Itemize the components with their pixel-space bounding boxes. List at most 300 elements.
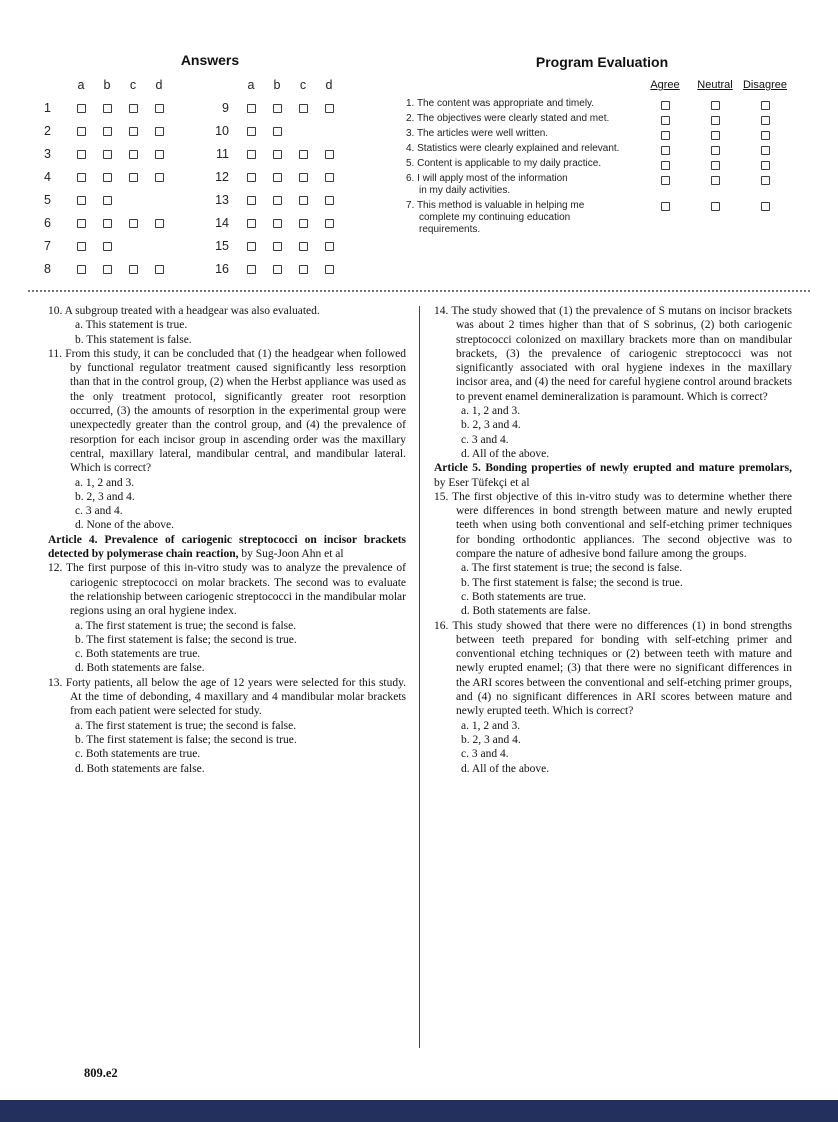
answer-cell bbox=[68, 170, 94, 184]
answer-checkbox[interactable] bbox=[325, 196, 334, 205]
answer-row bbox=[44, 96, 172, 119]
answer-cell bbox=[94, 216, 120, 230]
answer-option: d. None of the above. bbox=[75, 519, 174, 532]
evaluation-item bbox=[406, 128, 798, 141]
evaluation-cell bbox=[690, 98, 740, 111]
evaluation-checkbox[interactable] bbox=[661, 101, 670, 110]
answer-letter-label: c bbox=[299, 78, 307, 92]
disagree-column-header: Disagree bbox=[742, 79, 788, 91]
answer-cell bbox=[316, 239, 342, 253]
question-number: 16. bbox=[434, 619, 449, 632]
answer-cell bbox=[316, 193, 342, 207]
answer-checkbox[interactable] bbox=[247, 219, 256, 228]
option-letter: b. bbox=[75, 333, 84, 346]
answer-cell bbox=[120, 147, 146, 161]
answer-checkbox[interactable] bbox=[247, 127, 256, 136]
option-letter: b. bbox=[75, 633, 84, 646]
answer-cell bbox=[238, 147, 264, 161]
question-block bbox=[434, 619, 792, 776]
answer-cell bbox=[68, 216, 94, 230]
question-number: 13. bbox=[48, 676, 63, 689]
answer-cell bbox=[238, 262, 264, 276]
option-letter: a. bbox=[461, 719, 469, 732]
header-spacer bbox=[406, 79, 640, 91]
right-column bbox=[434, 304, 792, 1048]
answer-checkbox[interactable] bbox=[155, 150, 164, 159]
evaluation-item bbox=[406, 200, 798, 237]
answer-question-number: 9 bbox=[222, 100, 229, 115]
program-evaluation-section bbox=[406, 52, 798, 280]
answer-question-number: 8 bbox=[44, 261, 51, 276]
answer-cell bbox=[264, 147, 290, 161]
answer-cell bbox=[290, 101, 316, 115]
answer-cell bbox=[238, 216, 264, 230]
answer-option: b. 2, 3 and 4. bbox=[461, 733, 521, 746]
answer-checkbox[interactable] bbox=[103, 196, 112, 205]
answer-letter-label: d bbox=[155, 78, 163, 92]
question-text: 11. From this study, it can be concluded that (1) the headgear when followed by functional regulator treatment caused significantly less resorption than that in the control group, (2) when the Herbst appliance was used as the only treatment protocol, significantly greater root resorption occurred, (3) the amounts of resorption in the experimental group were unexpectedly greater than the control group, and (4) the prevalence of resorption for each incisor group in ascending order was the maxillary central, maxillary lateral, mandibular central, and mandibular lateral. Which is correct? bbox=[48, 347, 406, 475]
answer-checkbox[interactable] bbox=[325, 242, 334, 251]
answer-row bbox=[208, 234, 342, 257]
answer-checkbox[interactable] bbox=[155, 173, 164, 182]
answer-checkbox[interactable] bbox=[155, 104, 164, 113]
answer-cell bbox=[238, 239, 264, 253]
evaluation-cell bbox=[740, 158, 790, 171]
answer-row bbox=[44, 211, 172, 234]
answer-checkbox[interactable] bbox=[273, 242, 282, 251]
question-block bbox=[48, 347, 406, 533]
answer-cell bbox=[68, 124, 94, 138]
answer-cell bbox=[68, 101, 94, 115]
evaluation-checkbox[interactable] bbox=[661, 131, 670, 140]
evaluation-cell bbox=[640, 200, 690, 213]
option-letter: c. bbox=[461, 748, 469, 761]
answer-question-number: 10 bbox=[215, 123, 229, 138]
answer-cell bbox=[94, 101, 120, 115]
answer-option: c. Both statements are true. bbox=[75, 648, 201, 661]
answer-letter-label: a bbox=[247, 78, 255, 92]
option-letter: a. bbox=[461, 405, 469, 418]
option-letter: b. bbox=[75, 733, 84, 746]
answer-cell bbox=[146, 147, 172, 161]
answer-option: b. The first statement is false; the second is true. bbox=[461, 576, 683, 589]
question-number: 12. bbox=[48, 562, 63, 575]
answer-cell bbox=[94, 239, 120, 253]
option-letter: c. bbox=[461, 433, 469, 446]
answer-checkbox[interactable] bbox=[77, 196, 86, 205]
option-letter: c. bbox=[75, 748, 83, 761]
question-block bbox=[48, 676, 406, 776]
answer-cell bbox=[120, 124, 146, 138]
evaluation-item-number: 7. bbox=[406, 199, 417, 211]
evaluation-item bbox=[406, 113, 798, 126]
answer-checkbox[interactable] bbox=[299, 104, 308, 113]
evaluation-checkbox[interactable] bbox=[711, 116, 720, 125]
answer-checkbox[interactable] bbox=[77, 265, 86, 274]
evaluation-item-number: 1. bbox=[406, 98, 417, 109]
left-column bbox=[48, 304, 406, 1048]
answer-checkbox[interactable] bbox=[77, 104, 86, 113]
answer-cell bbox=[264, 124, 290, 138]
answer-option: a. This statement is true. bbox=[75, 319, 188, 332]
answer-checkbox[interactable] bbox=[325, 150, 334, 159]
question-number: 10. bbox=[48, 305, 63, 317]
option-letter: a. bbox=[75, 319, 83, 332]
option-letter: a. bbox=[75, 619, 83, 632]
answer-cell bbox=[146, 124, 172, 138]
answer-checkbox[interactable] bbox=[273, 196, 282, 205]
evaluation-checkbox[interactable] bbox=[661, 202, 670, 211]
evaluation-cell bbox=[640, 158, 690, 171]
answer-checkbox[interactable] bbox=[103, 219, 112, 228]
answer-question-number: 6 bbox=[44, 215, 51, 230]
program-evaluation-title: Program Evaluation bbox=[535, 54, 669, 70]
answer-checkbox[interactable] bbox=[247, 265, 256, 274]
answer-cell bbox=[238, 101, 264, 115]
evaluation-cell bbox=[640, 113, 690, 126]
answer-cell bbox=[316, 170, 342, 184]
answer-question-number: 1 bbox=[44, 100, 51, 115]
answer-cell bbox=[94, 193, 120, 207]
answer-option: d. All of the above. bbox=[461, 762, 550, 775]
evaluation-checkbox[interactable] bbox=[761, 161, 770, 170]
answer-cell bbox=[68, 193, 94, 207]
question-block bbox=[434, 304, 792, 461]
answer-cell bbox=[316, 101, 342, 115]
article-heading bbox=[48, 533, 406, 562]
evaluation-checkbox[interactable] bbox=[661, 116, 670, 125]
answer-checkbox[interactable] bbox=[273, 104, 282, 113]
answer-row bbox=[208, 142, 342, 165]
answer-option: b. The first statement is false; the second is true. bbox=[75, 733, 297, 746]
answer-cell bbox=[290, 147, 316, 161]
evaluation-cell bbox=[640, 143, 690, 156]
evaluation-item-text: 4. Statistics were clearly explained and relevant. bbox=[406, 143, 620, 154]
answer-cell bbox=[94, 170, 120, 184]
answer-row bbox=[208, 211, 342, 234]
evaluation-item bbox=[406, 173, 798, 198]
evaluation-checkbox[interactable] bbox=[761, 202, 770, 211]
answers-title: Answers bbox=[180, 52, 240, 68]
question-number: 11. bbox=[48, 347, 62, 360]
evaluation-cell bbox=[690, 113, 740, 126]
answer-checkbox[interactable] bbox=[247, 173, 256, 182]
answer-checkbox[interactable] bbox=[129, 219, 138, 228]
evaluation-cell bbox=[740, 143, 790, 156]
answer-row bbox=[44, 142, 172, 165]
answer-cell bbox=[146, 262, 172, 276]
answer-cell bbox=[264, 239, 290, 253]
answer-option: a. The first statement is true; the second is false. bbox=[75, 719, 297, 732]
option-letter: b. bbox=[75, 490, 84, 503]
article-title: Article 4. Prevalence of cariogenic streptococci on incisor brackets detected by polymerase chain reaction, bbox=[48, 533, 406, 561]
answer-checkbox[interactable] bbox=[103, 173, 112, 182]
answer-checkbox[interactable] bbox=[77, 219, 86, 228]
answer-letter-label: c bbox=[129, 78, 137, 92]
answer-cell bbox=[68, 239, 94, 253]
answer-question-number: 12 bbox=[215, 169, 229, 184]
answer-checkbox[interactable] bbox=[77, 127, 86, 136]
evaluation-checkbox[interactable] bbox=[711, 176, 720, 185]
answer-row bbox=[208, 257, 342, 280]
answer-checkbox[interactable] bbox=[299, 265, 308, 274]
answer-checkbox[interactable] bbox=[247, 104, 256, 113]
answer-question-number: 11 bbox=[216, 146, 229, 161]
answer-checkbox[interactable] bbox=[155, 265, 164, 274]
answer-checkbox[interactable] bbox=[273, 127, 282, 136]
answer-checkbox[interactable] bbox=[325, 104, 334, 113]
option-letter: a. bbox=[461, 562, 469, 575]
answer-cell bbox=[290, 239, 316, 253]
option-letter: a. bbox=[75, 476, 83, 489]
option-letter: d. bbox=[461, 447, 470, 460]
answer-cell bbox=[290, 262, 316, 276]
answers-rows-9-16 bbox=[208, 78, 342, 280]
quiz-body bbox=[0, 292, 838, 1048]
evaluation-column-headers bbox=[406, 79, 798, 91]
evaluation-checkbox[interactable] bbox=[761, 116, 770, 125]
option-letter: c. bbox=[75, 648, 83, 661]
answer-row bbox=[44, 165, 172, 188]
answer-option: a. 1, 2 and 3. bbox=[75, 476, 135, 489]
answer-option: a. 1, 2 and 3. bbox=[461, 719, 521, 732]
answer-question-number: 5 bbox=[44, 192, 51, 207]
answers-grid bbox=[44, 78, 376, 280]
answer-option: b. 2, 3 and 4. bbox=[461, 419, 521, 432]
answer-checkbox[interactable] bbox=[299, 242, 308, 251]
agree-column-header: Agree bbox=[650, 79, 680, 91]
evaluation-item-number: 4. bbox=[406, 143, 418, 154]
answer-option: b. 2, 3 and 4. bbox=[75, 490, 135, 503]
answer-checkbox[interactable] bbox=[77, 150, 86, 159]
evaluation-cell bbox=[740, 128, 790, 141]
column-divider-rule bbox=[419, 306, 420, 1048]
evaluation-checkbox[interactable] bbox=[711, 131, 720, 140]
article-title: Article 5. Bonding properties of newly erupted and mature premolars, bbox=[434, 462, 792, 475]
evaluation-cell bbox=[690, 158, 740, 171]
question-text: 13. Forty patients, all below the age of 12 years were selected for this study. At the time of debonding, 4 maxillary and 4 mandibular molar brackets from each patient were selected for study. bbox=[48, 676, 406, 718]
answer-row bbox=[44, 188, 172, 211]
answer-checkbox[interactable] bbox=[325, 265, 334, 274]
evaluation-item bbox=[406, 158, 798, 171]
evaluation-cell bbox=[690, 128, 740, 141]
answer-cell bbox=[68, 147, 94, 161]
option-letter: d. bbox=[75, 762, 84, 775]
evaluation-checkbox[interactable] bbox=[661, 161, 670, 170]
answer-checkbox[interactable] bbox=[103, 104, 112, 113]
answer-checkbox[interactable] bbox=[273, 219, 282, 228]
evaluation-item-text: 6. I will apply most of the information in my daily activities. bbox=[406, 173, 568, 197]
question-block bbox=[48, 304, 406, 347]
answer-checkbox[interactable] bbox=[325, 173, 334, 182]
evaluation-checkbox[interactable] bbox=[661, 176, 670, 185]
answer-cell bbox=[68, 262, 94, 276]
page-number: 809.e2 bbox=[84, 1066, 118, 1080]
answer-sheet-header bbox=[0, 0, 838, 280]
evaluation-cell bbox=[640, 173, 690, 186]
answer-checkbox[interactable] bbox=[77, 173, 86, 182]
answer-cell bbox=[290, 193, 316, 207]
evaluation-item-number: 3. bbox=[406, 128, 417, 139]
answer-cell bbox=[146, 101, 172, 115]
answer-cell bbox=[290, 216, 316, 230]
answer-checkbox[interactable] bbox=[155, 127, 164, 136]
answer-cell bbox=[264, 262, 290, 276]
answer-option: d. Both statements are false. bbox=[75, 662, 205, 675]
answer-question-number: 3 bbox=[44, 146, 51, 161]
question-text: 15. The first objective of this in-vitro study was to determine whether there were differences in bond strength between mature and newly erupted teeth when using both conventional and self-etching primer techniques for bonding orthodontic appliances. The second objective was to compare the nature of adhesive bond failure among the groups. bbox=[434, 490, 792, 561]
answer-checkbox[interactable] bbox=[129, 127, 138, 136]
answer-cell bbox=[120, 262, 146, 276]
answer-option: c. Both statements are true. bbox=[461, 590, 587, 603]
evaluation-checkbox[interactable] bbox=[661, 146, 670, 155]
option-letter: d. bbox=[461, 762, 470, 775]
answer-row bbox=[208, 96, 342, 119]
answer-checkbox[interactable] bbox=[273, 173, 282, 182]
evaluation-cell bbox=[640, 128, 690, 141]
evaluation-cell bbox=[640, 98, 690, 111]
article-heading bbox=[434, 461, 792, 490]
evaluation-checkbox[interactable] bbox=[761, 176, 770, 185]
answer-row bbox=[44, 257, 172, 280]
answer-letters-row bbox=[44, 78, 172, 96]
page-footer bbox=[84, 1066, 118, 1081]
option-letter: c. bbox=[461, 590, 469, 603]
evaluation-item-text: 5. Content is applicable to my daily practice. bbox=[406, 158, 602, 169]
answer-row bbox=[44, 234, 172, 257]
answer-checkbox[interactable] bbox=[103, 242, 112, 251]
answer-option: c. Both statements are true. bbox=[75, 748, 201, 761]
option-letter: d. bbox=[75, 662, 84, 675]
answer-option: c. 3 and 4. bbox=[461, 748, 509, 761]
evaluation-item-text: 3. The articles were well written. bbox=[406, 128, 549, 139]
evaluation-cell bbox=[690, 200, 740, 213]
evaluation-item-number: 2. bbox=[406, 113, 417, 124]
answer-question-number: 4 bbox=[44, 169, 51, 184]
answers-rows-1-8 bbox=[44, 78, 172, 280]
answer-cell bbox=[264, 193, 290, 207]
answer-checkbox[interactable] bbox=[273, 150, 282, 159]
option-letter: d. bbox=[75, 519, 84, 532]
answer-option: d. All of the above. bbox=[461, 447, 550, 460]
answer-checkbox[interactable] bbox=[247, 242, 256, 251]
answer-checkbox[interactable] bbox=[299, 173, 308, 182]
answer-cell bbox=[146, 170, 172, 184]
evaluation-checkbox[interactable] bbox=[711, 101, 720, 110]
answer-option: d. Both statements are false. bbox=[75, 762, 205, 775]
answer-checkbox[interactable] bbox=[299, 196, 308, 205]
answer-cell bbox=[316, 262, 342, 276]
option-letter: b. bbox=[461, 576, 470, 589]
answer-row bbox=[208, 119, 342, 142]
answer-cell bbox=[238, 170, 264, 184]
answer-row bbox=[44, 119, 172, 142]
question-text: 10. A subgroup treated with a headgear was also evaluated. bbox=[48, 305, 320, 317]
answer-checkbox[interactable] bbox=[129, 173, 138, 182]
evaluation-cell bbox=[740, 98, 790, 111]
answer-checkbox[interactable] bbox=[103, 150, 112, 159]
neutral-column-header: Neutral bbox=[697, 79, 733, 91]
evaluation-cell bbox=[740, 173, 790, 186]
evaluation-checkbox[interactable] bbox=[711, 146, 720, 155]
evaluation-cell bbox=[690, 143, 740, 156]
answer-option: a. 1, 2 and 3. bbox=[461, 405, 521, 418]
answer-checkbox[interactable] bbox=[103, 127, 112, 136]
evaluation-item bbox=[406, 98, 798, 111]
article-byline: by Eser Tüfekçi et al bbox=[434, 476, 530, 489]
evaluation-checkbox[interactable] bbox=[761, 131, 770, 140]
evaluation-checkbox[interactable] bbox=[761, 146, 770, 155]
question-text: 12. The first purpose of this in-vitro study was to analyze the prevalence of cariogenic streptococci on molar brackets. The second was to evaluate the relationship between cariogenic streptococci in the mandibular molar regions using an oral hygiene index. bbox=[48, 562, 406, 618]
article-byline: by Sug-Joon Ahn et al bbox=[241, 548, 344, 561]
answer-option: d. Both statements are false. bbox=[461, 605, 591, 618]
answer-cell bbox=[120, 170, 146, 184]
option-letter: c. bbox=[75, 505, 83, 518]
answer-letters-row bbox=[208, 78, 342, 96]
evaluation-item-number: 6. bbox=[406, 173, 418, 184]
answer-letter-label: b bbox=[103, 78, 111, 92]
answer-checkbox[interactable] bbox=[103, 265, 112, 274]
answer-cell bbox=[316, 216, 342, 230]
evaluation-item-text: 2. The objectives were clearly stated and met. bbox=[406, 113, 610, 124]
answer-question-number: 7 bbox=[44, 238, 51, 253]
answer-option: b. This statement is false. bbox=[75, 333, 192, 346]
evaluation-cell bbox=[690, 173, 740, 186]
answer-question-number: 16 bbox=[215, 261, 229, 276]
evaluation-checkbox[interactable] bbox=[711, 202, 720, 211]
answer-option: c. 3 and 4. bbox=[75, 505, 123, 518]
answer-checkbox[interactable] bbox=[77, 242, 86, 251]
option-letter: d. bbox=[461, 605, 470, 618]
answer-cell bbox=[94, 262, 120, 276]
answer-checkbox[interactable] bbox=[247, 150, 256, 159]
answer-cell bbox=[120, 216, 146, 230]
evaluation-items bbox=[406, 98, 798, 236]
question-block bbox=[434, 490, 792, 619]
answer-letter-label: d bbox=[325, 78, 333, 92]
answer-cell bbox=[146, 216, 172, 230]
answer-question-number: 14 bbox=[215, 215, 229, 230]
answer-checkbox[interactable] bbox=[325, 219, 334, 228]
answer-checkbox[interactable] bbox=[129, 104, 138, 113]
answer-checkbox[interactable] bbox=[129, 150, 138, 159]
answers-section bbox=[44, 52, 376, 280]
evaluation-cell bbox=[740, 113, 790, 126]
answer-checkbox[interactable] bbox=[273, 265, 282, 274]
answer-option: b. The first statement is false; the second is true. bbox=[75, 633, 297, 646]
answer-option: c. 3 and 4. bbox=[461, 433, 509, 446]
answer-cell bbox=[316, 147, 342, 161]
answer-checkbox[interactable] bbox=[299, 219, 308, 228]
answer-checkbox[interactable] bbox=[129, 265, 138, 274]
option-letter: b. bbox=[461, 733, 470, 746]
option-letter: a. bbox=[75, 719, 83, 732]
question-text: 16. This study showed that there were no differences (1) in bond strengths between teeth prepared for bonding with self-etching primer and conventional etching techniques or (2) between teeth with mature and newly erupted enamel; (3) that there were no significant differences in the ARI scores between the conventional and self-etching primer groups, and (4) no significant differences in ARI scores between mature and newly erupted teeth. Which is correct? bbox=[434, 619, 792, 718]
evaluation-checkbox[interactable] bbox=[761, 101, 770, 110]
answer-row bbox=[208, 165, 342, 188]
footer-bar bbox=[0, 1100, 838, 1122]
answer-question-number: 13 bbox=[215, 192, 229, 207]
answer-cell bbox=[290, 170, 316, 184]
answer-checkbox[interactable] bbox=[247, 196, 256, 205]
evaluation-checkbox[interactable] bbox=[711, 161, 720, 170]
answer-row bbox=[208, 188, 342, 211]
answer-letter-label: b bbox=[273, 78, 281, 92]
answer-checkbox[interactable] bbox=[155, 219, 164, 228]
answer-letter-label: a bbox=[77, 78, 85, 92]
answer-checkbox[interactable] bbox=[299, 150, 308, 159]
evaluation-item-text: 7. This method is valuable in helping me complete my continuing education requirements. bbox=[406, 199, 585, 236]
